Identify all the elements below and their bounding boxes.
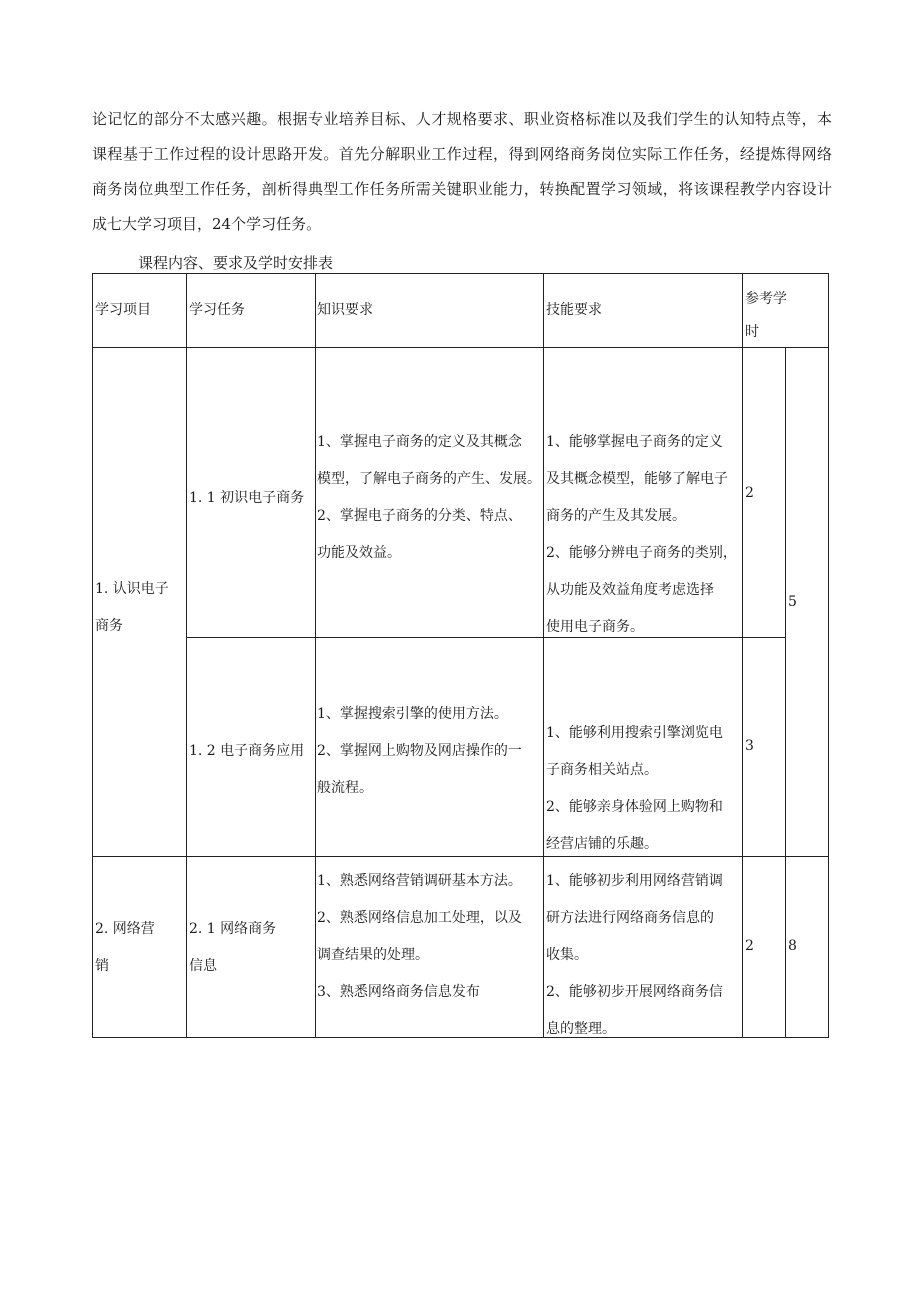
header-task: 学习任务 bbox=[189, 302, 245, 318]
intro-line: 商务岗位典型工作任务，剖析得典型工作任务所需关键职业能力，转换配置学习领域，将该课程教学内容设计 bbox=[92, 180, 832, 198]
header-project: 学习项目 bbox=[95, 302, 151, 318]
project-1-total-hours: 5 bbox=[788, 594, 797, 610]
intro-paragraph bbox=[92, 102, 832, 242]
task-1-1-hours: 2 bbox=[745, 485, 754, 501]
intro-line: 成七大学习项目，24个学习任务。 bbox=[92, 215, 322, 233]
project-2-name: 2. 网络营 销 bbox=[95, 921, 155, 974]
project-1-name: 1. 认识电子 商务 bbox=[95, 581, 169, 634]
project-2-total-hours: 8 bbox=[788, 938, 797, 954]
intro-line: 课程基于工作过程的设计思路开发。首先分解职业工作过程，得到网络商务岗位实际工作任务，经提炼得网络 bbox=[92, 145, 832, 163]
task-1-2-knowledge: 1、掌握搜索引擎的使用方法。 2、掌握网上购物及网店操作的一 般流程。 bbox=[317, 706, 522, 796]
task-2-1-name: 2. 1 网络商务 信息 bbox=[189, 921, 277, 974]
task-2-1-knowledge: 1、熟悉网络营销调研基本方法。 2、熟悉网络信息加工处理，以及 调查结果的处理。 3、熟悉网络商务信息发布 bbox=[317, 873, 522, 1000]
task-1-2-skill: 1、能够利用搜索引擎浏览电 子商务相关站点。 2、能够亲身体验网上购物和 经营店铺的乐趣。 bbox=[546, 725, 723, 852]
header-skill: 技能要求 bbox=[546, 302, 602, 318]
header-knowledge: 知识要求 bbox=[317, 302, 373, 318]
task-1-1-knowledge: 1、掌握电子商务的定义及其概念 模型，了解电子商务的产生、发展。 2、掌握电子商务的分类、特点、 功能及效益。 bbox=[317, 434, 541, 561]
task-1-2-hours: 3 bbox=[745, 738, 754, 754]
table-caption: 课程内容、要求及学时安排表 bbox=[138, 254, 334, 272]
task-2-1-hours: 2 bbox=[745, 938, 754, 954]
task-1-1-skill: 1、能够掌握电子商务的定义 及其概念模型，能够了解电子 商务的产生及其发展。 2、能够分辨电子商务的类别， 从功能及效益角度考虑选择 使用电子商务。 bbox=[546, 434, 737, 635]
task-1-1-name: 1. 1 初识电子商务 bbox=[189, 490, 305, 506]
header-hours: 参考学 时 bbox=[745, 291, 787, 340]
intro-line: 论记忆的部分不太感兴趣。根据专业培养目标、人才规格要求、职业资格标准以及我们学生的认知特点等，本 bbox=[92, 110, 832, 128]
task-1-2-name: 1. 2 电子商务应用 bbox=[189, 743, 305, 759]
task-2-1-skill: 1、能够初步利用网络营销调 研方法进行网络商务信息的 收集。 2、能够初步开展网络商务信 息的整理。 bbox=[546, 873, 723, 1037]
